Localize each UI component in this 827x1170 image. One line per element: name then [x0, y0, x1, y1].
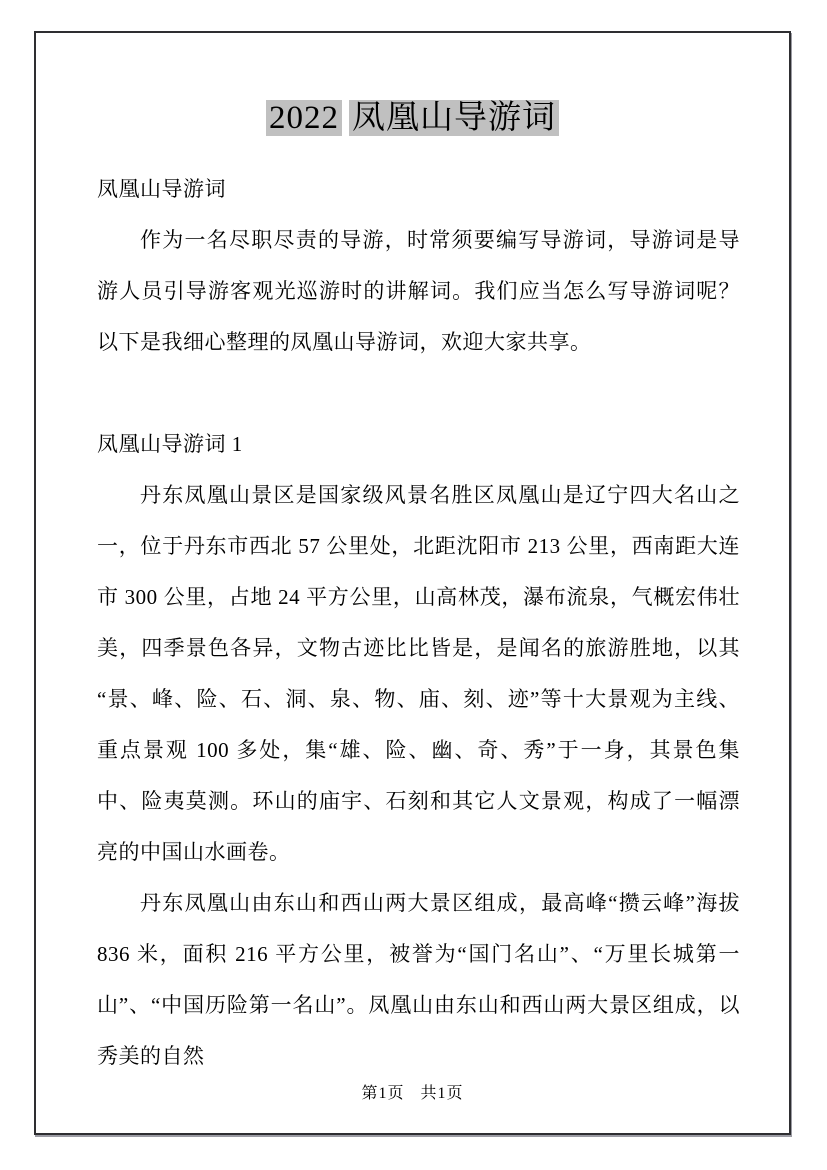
paragraph-body-2: 丹东凤凰山由东山和西山两大景区组成，最高峰“攒云峰”海拔 836 米，面积 216 平方公里，被誉为“国门名山”、“万里长城第一山”、“中国历险第一名山”。凤凰山由东山和西山两大景区组成，以秀美的自然 [97, 891, 740, 1068]
document-body [97, 164, 740, 1082]
paragraph-subtitle: 凤凰山导游词 [97, 177, 226, 201]
paragraph-body-1: 丹东凤凰山景区是国家级风景名胜区凤凰山是辽宁四大名山之一，位于丹东市西北 57 公里处，北距沈阳市 213 公里，西南距大连市 300 公里，占地 24 平方公里，山高林茂，瀑布流泉，气概宏伟壮美，四季景色各异，文物古迹比比皆是，是闻名的旅游胜地，以其“景、峰、险、石、洞、泉、物、庙、刻、迹”等十大景观为主线、重点景观 100 多处，集“雄、险、幽、奇、秀”于一身，其景色集中、险夷莫测。环山的庙宇、石刻和其它人文景观，构成了一幅漂亮的中国山水画卷。 [97, 483, 740, 864]
document-title [36, 96, 789, 140]
title-year: 2022 [266, 100, 342, 136]
footer-page-total: 共1页 [420, 1085, 464, 1102]
page-footer [36, 1080, 789, 1103]
paragraph-intro: 作为一名尽职尽责的导游，时常须要编写导游词，导游词是导游人员引导游客观光巡游时的讲解词。我们应当怎么写导游词呢？以下是我细心整理的凤凰山导游词，欢迎大家共享。 [97, 228, 740, 354]
title-name: 凤凰山导游词 [349, 100, 559, 136]
document-page [34, 31, 791, 1135]
paragraph-blank-line [97, 368, 740, 419]
footer-page-number: 第1页 [361, 1085, 405, 1102]
paragraph-section-heading: 凤凰山导游词 1 [97, 432, 243, 456]
